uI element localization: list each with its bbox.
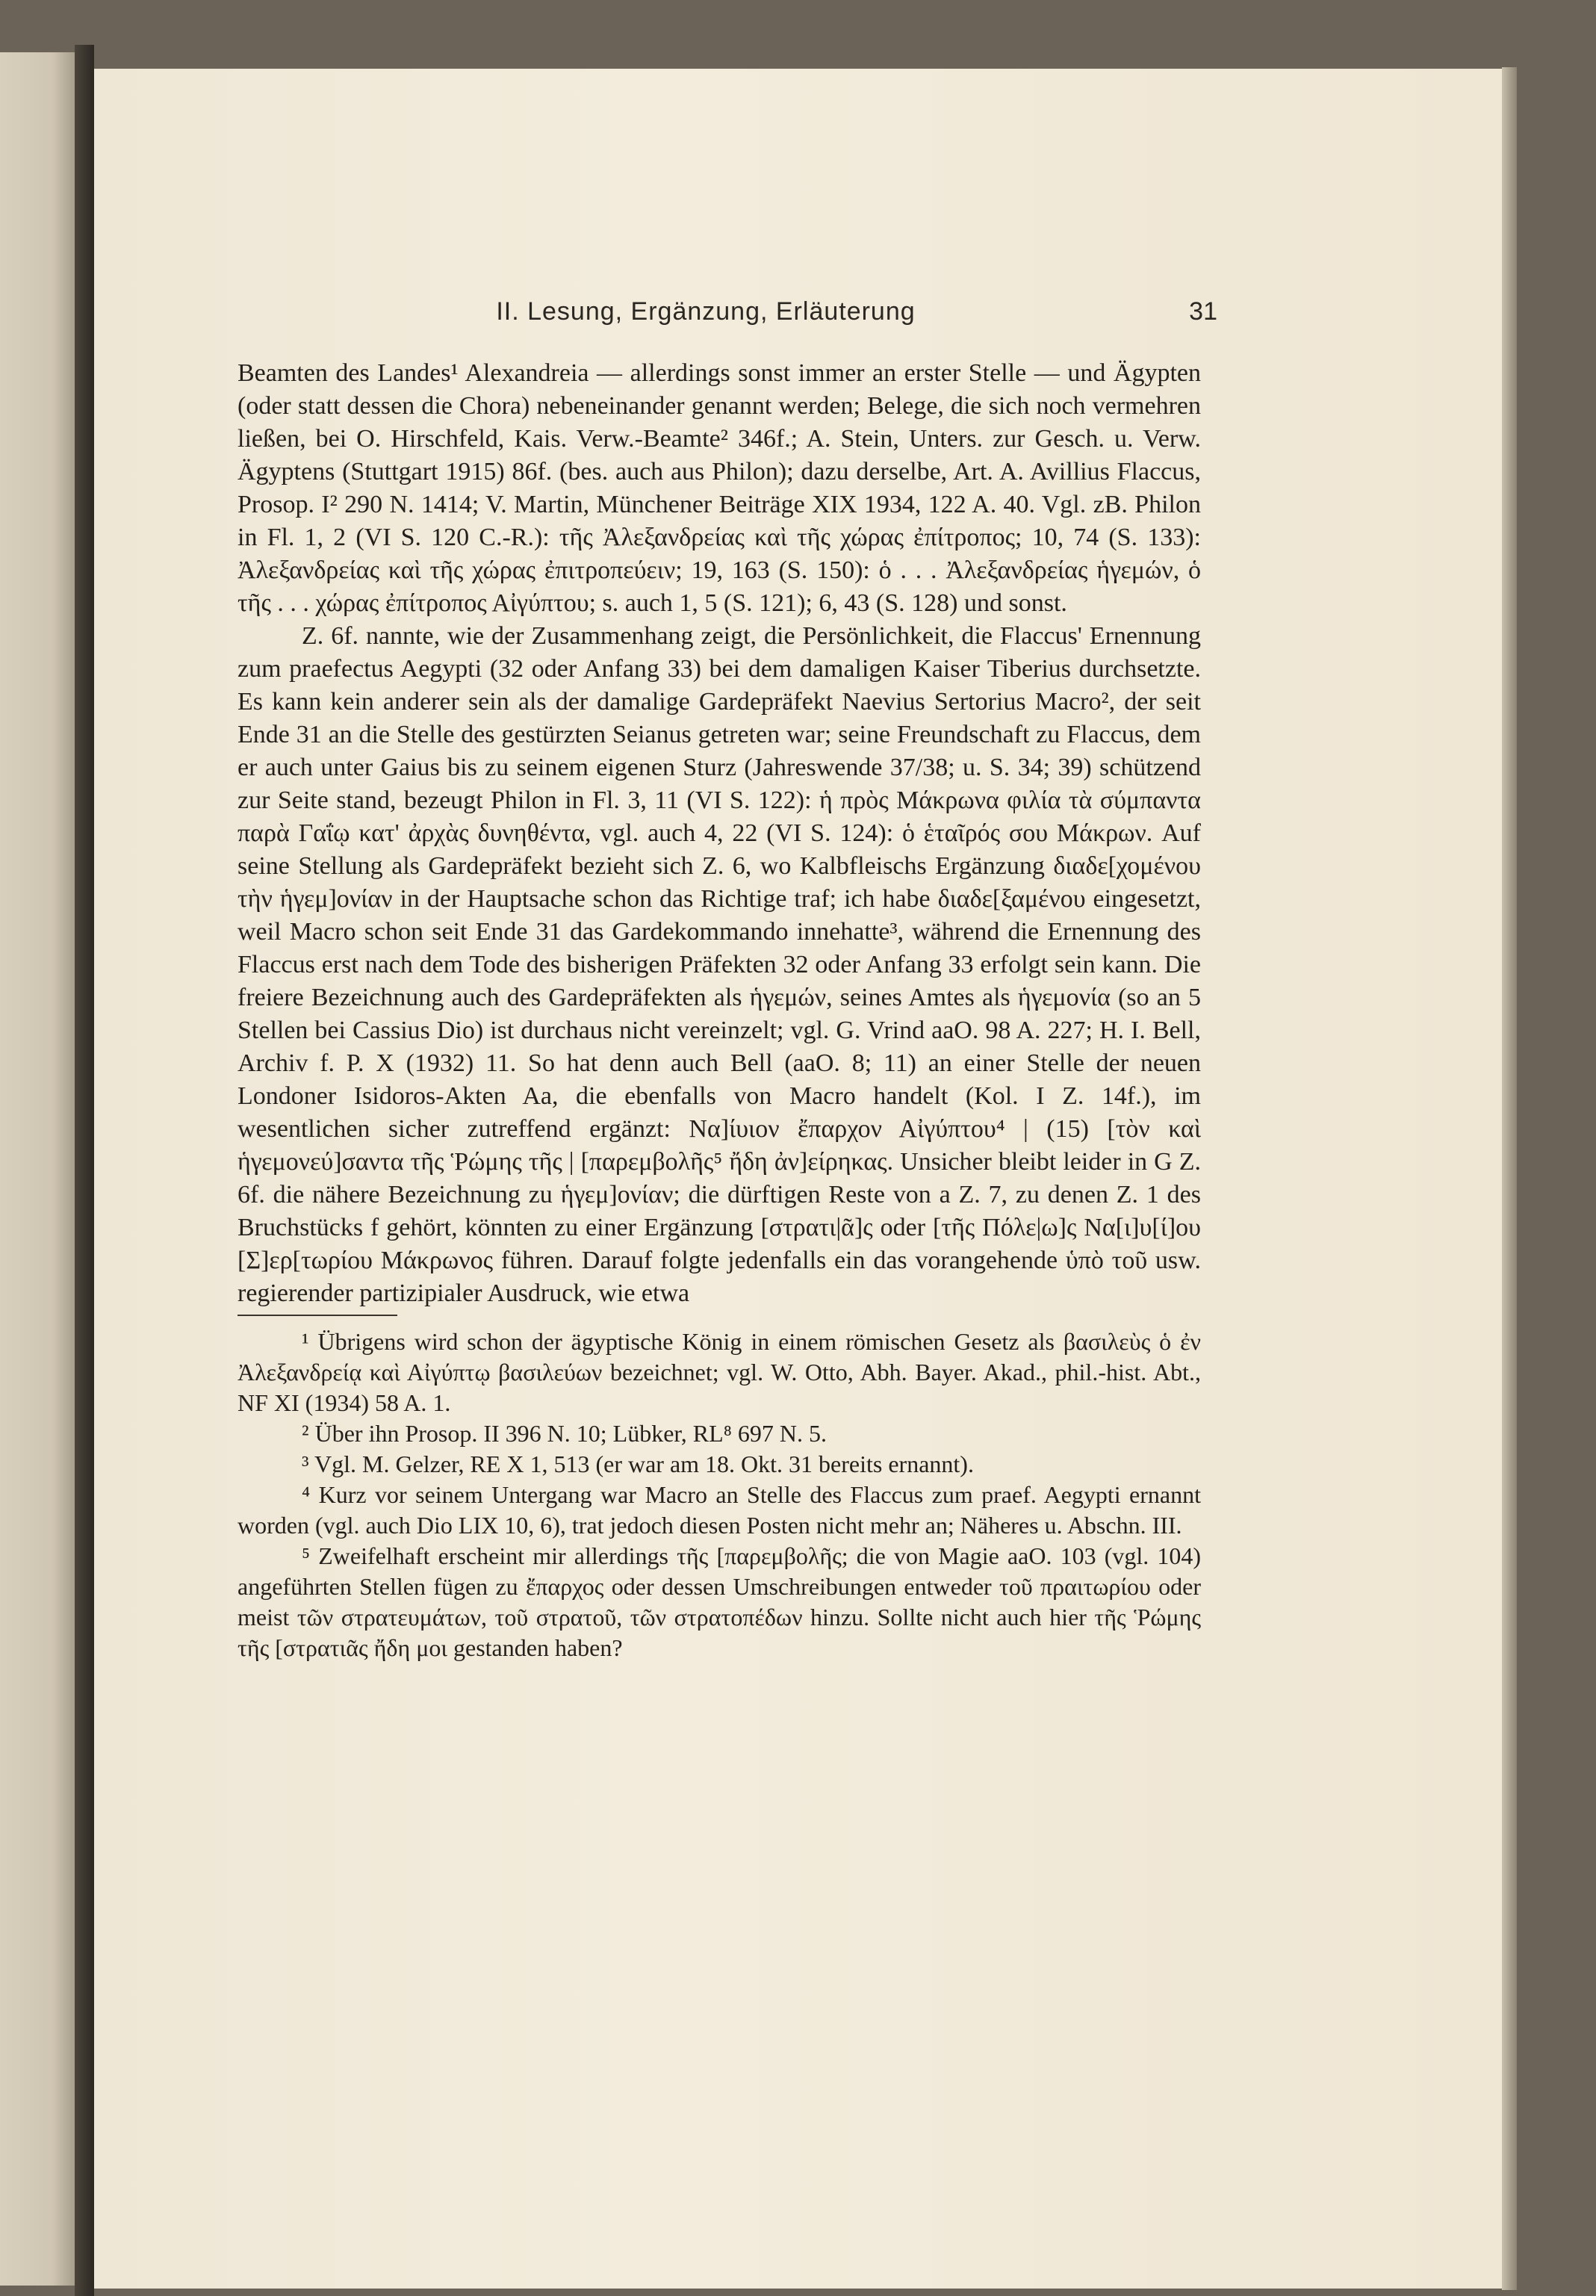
running-header xyxy=(239,297,1217,342)
page-fore-edge xyxy=(1502,67,1517,2290)
footnote-rule xyxy=(237,1315,397,1316)
body-text xyxy=(237,357,1201,1663)
footnote: ² Über ihn Prosop. II 396 N. 10; Lübker, RL⁸ 697 N. 5. xyxy=(302,1420,827,1447)
paragraph: Z. 6f. nannte, wie der Zusammenhang zeigt, die Persönlichkeit, die Flaccus' Ernennung zum praefectus Aegypti (32 oder Anfang 33) bei dem damaligen Kaiser Tiberius durchsetzte. Es kann kein anderer sein als der damalige Gardepräfekt Naevius Sertorius Macro², der seit Ende 31 an die Stelle des gestürzten Seianus getreten war; seine Freundschaft zu Flaccus, dem er auch unter Gaius bis zu seinem eigenen Sturz (Jahreswende 37/38; u. S. 34; 39) schützend zur Seite stand, bezeugt Philon in Fl. 3, 11 (VI S. 122): ἡ πρὸς Μάκρωνα φιλία τὰ σύμπαντα παρὰ Γαΐῳ κατ' ἀρχὰς δυνηθέντα, vgl. auch 4, 22 (VI S. 124): ὁ ἑταῖρός σου Μάκρων. Auf seine Stellung als Gardepräfekt bezieht sich Z. 6, wo Kalbfleischs Ergänzung διαδε[χομένου τὴν ἡγεμ]ονίαν in der Hauptsache schon das Richtige traf; ich habe διαδε[ξαμένου eingesetzt, weil Macro schon seit Ende 31 das Gardekommando innehatte³, während die Ernennung des Flaccus erst nach dem Tode des bisherigen Präfekten 32 oder Anfang 33 erfolgt sein kann. Die freiere Bezeichnung auch des Gardepräfekten als ἡγεμών, seines Amtes als ἡγεμονία (so an 5 Stellen bei Cassius Dio) ist durchaus nicht vereinzelt; vgl. G. Vrind aaO. 98 A. 227; H. I. Bell, Archiv f. P. X (1932) 11. So hat denn auch Bell (aaO. 8; 11) an einer Stelle der neuen Londoner Isidoros-Akten Aa, die ebenfalls von Macro handelt (Kol. I Z. 14f.), im wesentlichen sicher zutreffend ergänzt: Να]ίυιον ἔπαρχον Αἰγύπτου⁴ | (15) [τὸν καὶ ἡγεμονεύ]σαντα τῆς Ῥώμης τῆς | [παρεμβολῆς⁵ ἤδη ἀν]είρηκας. Unsicher bleibt leider in G Z. 6f. die nähere Bezeichnung zu ἡγεμ]ονίαν; die dürftigen Reste von a Z. 7, zu denen Z. 1 des Bruchstücks f gehört, könnten zu einer Ergänzung [στρατι|ᾶ]ς oder [τῆς Πόλε|ω]ς Να[ι]υ[ί]ου [Σ]ερ[τωρίου Μάκρωνος führen. Darauf folgte jedenfalls ein das vorangehende ὑπὸ τοῦ usw. regierender partizipialer Ausdruck, wie etwa xyxy=(237,622,1201,1307)
binding-gutter xyxy=(75,45,94,2296)
facing-page-edge xyxy=(0,52,75,2286)
footnote: ⁴ Kurz vor seinem Untergang war Macro an Stelle des Flaccus zum praef. Aegypti ernannt worden (vgl. auch Dio LIX 10, 6), trat jedoch diesen Posten nicht mehr an; Näheres u. Abschn. III. xyxy=(237,1481,1201,1539)
footnote: ⁵ Zweifelhaft erscheint mir allerdings τῆς [παρεμβολῆς; die von Magie aaO. 103 (vgl. 104) angeführten Stellen fügen zu ἔπαρχος oder dessen Umschreibungen entweder τοῦ πραιτωρίου oder meist τῶν στρατευμάτων, τοῦ στρατοῦ, τῶν στρατοπέδων hinzu. Sollte nicht auch hier τῆς Ῥώμης τῆς [στρατιᾶς ἤδη μοι gestanden haben? xyxy=(237,1542,1201,1661)
page-number: 31 xyxy=(1189,297,1217,326)
footnote: ³ Vgl. M. Gelzer, RE X 1, 513 (er war am 18. Okt. 31 bereits ernannt). xyxy=(302,1450,974,1477)
paragraph: Beamten des Landes¹ Alexandreia — allerdings sonst immer an erster Stelle — und Ägypten (oder statt dessen die Chora) nebeneinander genannt werden; Belege, die sich noch vermehren ließen, bei O. Hirschfeld, Kais. Verw.-Beamte² 346f.; A. Stein, Unters. zur Gesch. u. Verw. Ägyptens (Stuttgart 1915) 86f. (bes. auch aus Philon); dazu derselbe, Art. A. Avillius Flaccus, Prosop. I² 290 N. 1414; V. Martin, Münchener Beiträge XIX 1934, 122 A. 40. Vgl. zB. Philon in Fl. 1, 2 (VI S. 120 C.-R.): τῆς Ἀλεξανδρείας καὶ τῆς χώρας ἐπίτροπος; 10, 74 (S. 133): Ἀλεξανδρείας καὶ τῆς χώρας ἐπιτροπεύειν; 19, 163 (S. 150): ὁ . . . Ἀλεξανδρείας ἡγεμών, ὁ τῆς . . . χώρας ἐπίτροπος Αἰγύπτου; s. auch 1, 5 (S. 121); 6, 43 (S. 128) und sonst. xyxy=(237,359,1201,617)
running-title: II. Lesung, Ergänzung, Erläuterung xyxy=(496,297,916,326)
footnote: ¹ Übrigens wird schon der ägyptische König in einem römischen Gesetz als βασιλεὺς ὁ ἐν Ἀλεξανδρείᾳ καὶ Αἰγύπτῳ βασιλεύων bezeichnet; vgl. W. Otto, Abh. Bayer. Akad., phil.-hist. Abt., NF XI (1934) 58 A. 1. xyxy=(237,1328,1201,1416)
